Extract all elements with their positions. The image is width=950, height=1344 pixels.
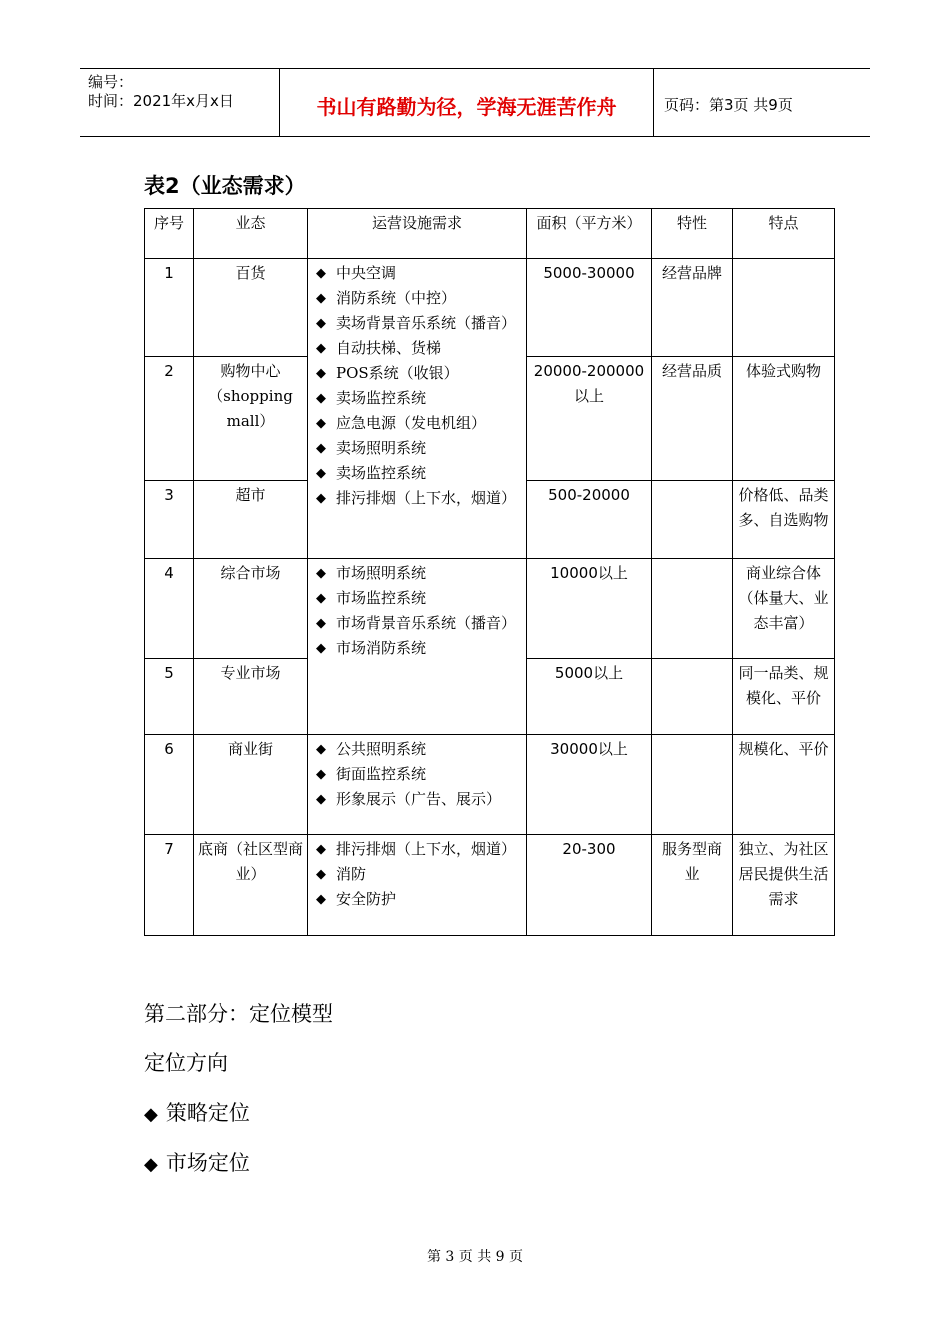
table-cell <box>145 659 194 735</box>
diamond-bullet-icon: ◆ <box>316 767 326 782</box>
table-cell <box>527 559 652 659</box>
diamond-bullet-icon: ◆ <box>316 842 326 857</box>
table-cell <box>733 735 835 835</box>
table-header-cell <box>527 209 652 259</box>
facility-item <box>310 887 520 912</box>
diamond-bullet-icon: ◆ <box>316 892 326 907</box>
table-cell <box>733 481 835 559</box>
feature-value: 价格低、品类多、自选购物 <box>738 486 829 529</box>
business-type: 底商（社区型商业） <box>198 840 304 883</box>
facility-text: 市场背景音乐系统（播音） <box>336 614 517 632</box>
area-value: 20-300 <box>562 840 616 858</box>
facility-item <box>310 586 520 611</box>
table-cell <box>527 735 652 835</box>
row-number: 4 <box>164 564 174 582</box>
diamond-bullet-icon: ◆ <box>144 1154 158 1175</box>
facility-item <box>310 336 520 361</box>
facility-text: 公共照明系统 <box>336 740 427 758</box>
feature-value: 规模化、平价 <box>738 740 829 758</box>
table-header-cell <box>652 209 733 259</box>
facility-item <box>310 311 520 336</box>
header-meta <box>80 69 280 136</box>
facility-text: 街面监控系统 <box>336 765 427 783</box>
table-cell <box>145 259 194 357</box>
table-cell <box>733 835 835 936</box>
diamond-bullet-icon: ◆ <box>316 391 326 406</box>
header-area: 面积（平方米） <box>536 214 642 232</box>
row-number: 6 <box>164 740 174 758</box>
facility-text: 卖场照明系统 <box>336 439 427 457</box>
diamond-bullet-icon: ◆ <box>144 1104 158 1125</box>
facility-cell <box>308 259 527 559</box>
table-header-cell <box>145 209 194 259</box>
table-cell <box>527 259 652 357</box>
facility-item <box>310 611 520 636</box>
table-cell <box>733 357 835 481</box>
header-facility: 运营设施需求 <box>371 214 462 232</box>
header-type: 业态 <box>235 214 266 232</box>
facility-text: 排污排烟（上下水，烟道） <box>336 840 517 858</box>
table-title: 表2（业态需求） <box>144 174 306 198</box>
diamond-bullet-icon: ◆ <box>316 867 326 882</box>
row-number: 5 <box>164 664 174 682</box>
facility-text: 应急电源（发电机组） <box>336 414 487 432</box>
table-header-cell <box>308 209 527 259</box>
facility-item <box>310 436 520 461</box>
facility-text: 卖场监控系统 <box>336 389 427 407</box>
area-value: 500-20000 <box>548 486 630 504</box>
trait-value: 服务型商业 <box>661 840 722 883</box>
diamond-bullet-icon: ◆ <box>316 466 326 481</box>
table-cell <box>652 735 733 835</box>
header-number: 编号： <box>88 73 134 91</box>
table-cell <box>145 735 194 835</box>
header-motto: 书山有路勤为径，学海无涯苦作舟 <box>280 69 654 136</box>
feature-value: 独立、为社区居民提供生活需求 <box>738 840 829 908</box>
facility-text: 卖场监控系统 <box>336 464 427 482</box>
diamond-bullet-icon: ◆ <box>316 616 326 631</box>
trait-value: 经营品质 <box>661 362 722 380</box>
header-no: 序号 <box>153 214 184 232</box>
table-cell <box>194 735 308 835</box>
facility-item <box>310 411 520 436</box>
table-cell <box>733 559 835 659</box>
direction-heading: 定位方向 <box>144 1051 228 1075</box>
diamond-bullet-icon: ◆ <box>316 416 326 431</box>
part-title: 第二部分：定位模型 <box>144 1002 333 1026</box>
facility-text: 市场消防系统 <box>336 639 427 657</box>
area-value: 5000-30000 <box>543 264 635 282</box>
header-page-number: 页码：第3页 共9页 <box>664 96 793 114</box>
facility-text: 安全防护 <box>336 890 397 908</box>
table-cell <box>527 481 652 559</box>
facility-item <box>310 762 520 787</box>
table-header-cell <box>733 209 835 259</box>
page-footer: 第 3 页 共 9 页 <box>426 1249 524 1265</box>
table-cell <box>652 481 733 559</box>
facility-item <box>310 386 520 411</box>
diamond-bullet-icon: ◆ <box>316 316 326 331</box>
table-cell <box>527 835 652 936</box>
diamond-bullet-icon: ◆ <box>316 591 326 606</box>
feature-value: 商业综合体（体量大、业态丰富） <box>738 564 829 632</box>
row-number: 3 <box>164 486 174 504</box>
facility-cell <box>308 835 527 936</box>
facility-cell <box>308 735 527 835</box>
business-type: 超市 <box>235 486 266 504</box>
diamond-bullet-icon: ◆ <box>316 641 326 656</box>
row-number: 2 <box>164 362 174 380</box>
facility-text: 消防 <box>336 865 367 883</box>
page-header <box>80 68 870 137</box>
area-value: 5000以上 <box>554 664 624 682</box>
facility-item <box>310 636 520 661</box>
business-type-table <box>144 208 835 936</box>
table-cell <box>194 481 308 559</box>
feature-value: 体验式购物 <box>745 362 821 380</box>
table-cell <box>145 481 194 559</box>
table-cell <box>145 835 194 936</box>
facility-text: 中央空调 <box>336 264 397 282</box>
table-cell <box>194 259 308 357</box>
table-cell <box>733 659 835 735</box>
diamond-bullet-icon: ◆ <box>316 566 326 581</box>
header-time: 时间：2021年x月x日 <box>88 92 234 110</box>
diamond-bullet-icon: ◆ <box>316 266 326 281</box>
trait-value: 经营品牌 <box>661 264 722 282</box>
facility-item <box>310 561 520 586</box>
table-header-cell <box>194 209 308 259</box>
business-type: 专业市场 <box>220 664 281 682</box>
table-cell <box>145 559 194 659</box>
facility-item <box>310 862 520 887</box>
table-cell <box>194 659 308 735</box>
facility-item <box>310 787 520 812</box>
diamond-bullet-icon: ◆ <box>316 491 326 506</box>
facility-text: 市场照明系统 <box>336 564 427 582</box>
table-cell <box>145 357 194 481</box>
facility-cell <box>308 559 527 735</box>
table-cell <box>652 259 733 357</box>
business-type: 百货 <box>235 264 266 282</box>
table-cell <box>652 659 733 735</box>
area-value: 10000以上 <box>550 564 628 582</box>
area-value: 30000以上 <box>550 740 628 758</box>
table-cell <box>652 559 733 659</box>
table-cell <box>652 835 733 936</box>
diamond-bullet-icon: ◆ <box>316 792 326 807</box>
diamond-bullet-icon: ◆ <box>316 291 326 306</box>
facility-text: 排污排烟（上下水，烟道） <box>336 489 517 507</box>
diamond-bullet-icon: ◆ <box>316 742 326 757</box>
table-cell <box>652 357 733 481</box>
facility-text: POS系统（收银） <box>336 364 459 382</box>
business-type: 商业街 <box>227 740 273 758</box>
table-cell <box>527 357 652 481</box>
business-type: 购物中心（shopping mall） <box>208 362 293 430</box>
facility-text: 自动扶梯、货梯 <box>336 339 442 357</box>
table-cell <box>194 559 308 659</box>
header-trait: 特性 <box>676 214 707 232</box>
header-feature: 特点 <box>768 214 799 232</box>
bullet-item: ◆ 市场定位 <box>144 1151 250 1175</box>
facility-item <box>310 461 520 486</box>
diamond-bullet-icon: ◆ <box>316 441 326 456</box>
facility-item <box>310 837 520 862</box>
table-cell <box>194 835 308 936</box>
facility-text: 卖场背景音乐系统（播音） <box>336 314 517 332</box>
facility-text: 形象展示（广告、展示） <box>336 790 502 808</box>
area-value: 20000-200000以上 <box>533 362 645 405</box>
table-cell <box>733 259 835 357</box>
facility-text: 消防系统（中控） <box>336 289 457 307</box>
facility-item <box>310 361 520 386</box>
business-type: 综合市场 <box>220 564 281 582</box>
diamond-bullet-icon: ◆ <box>316 341 326 356</box>
feature-value: 同一品类、规模化、平价 <box>738 664 829 707</box>
facility-text: 市场监控系统 <box>336 589 427 607</box>
table-cell <box>194 357 308 481</box>
diamond-bullet-icon: ◆ <box>316 366 326 381</box>
facility-item <box>310 261 520 286</box>
facility-item <box>310 737 520 762</box>
row-number: 7 <box>164 840 174 858</box>
row-number: 1 <box>164 264 174 282</box>
bullet-item: ◆ 策略定位 <box>144 1101 250 1125</box>
table-cell <box>527 659 652 735</box>
facility-item <box>310 486 520 511</box>
facility-item <box>310 286 520 311</box>
